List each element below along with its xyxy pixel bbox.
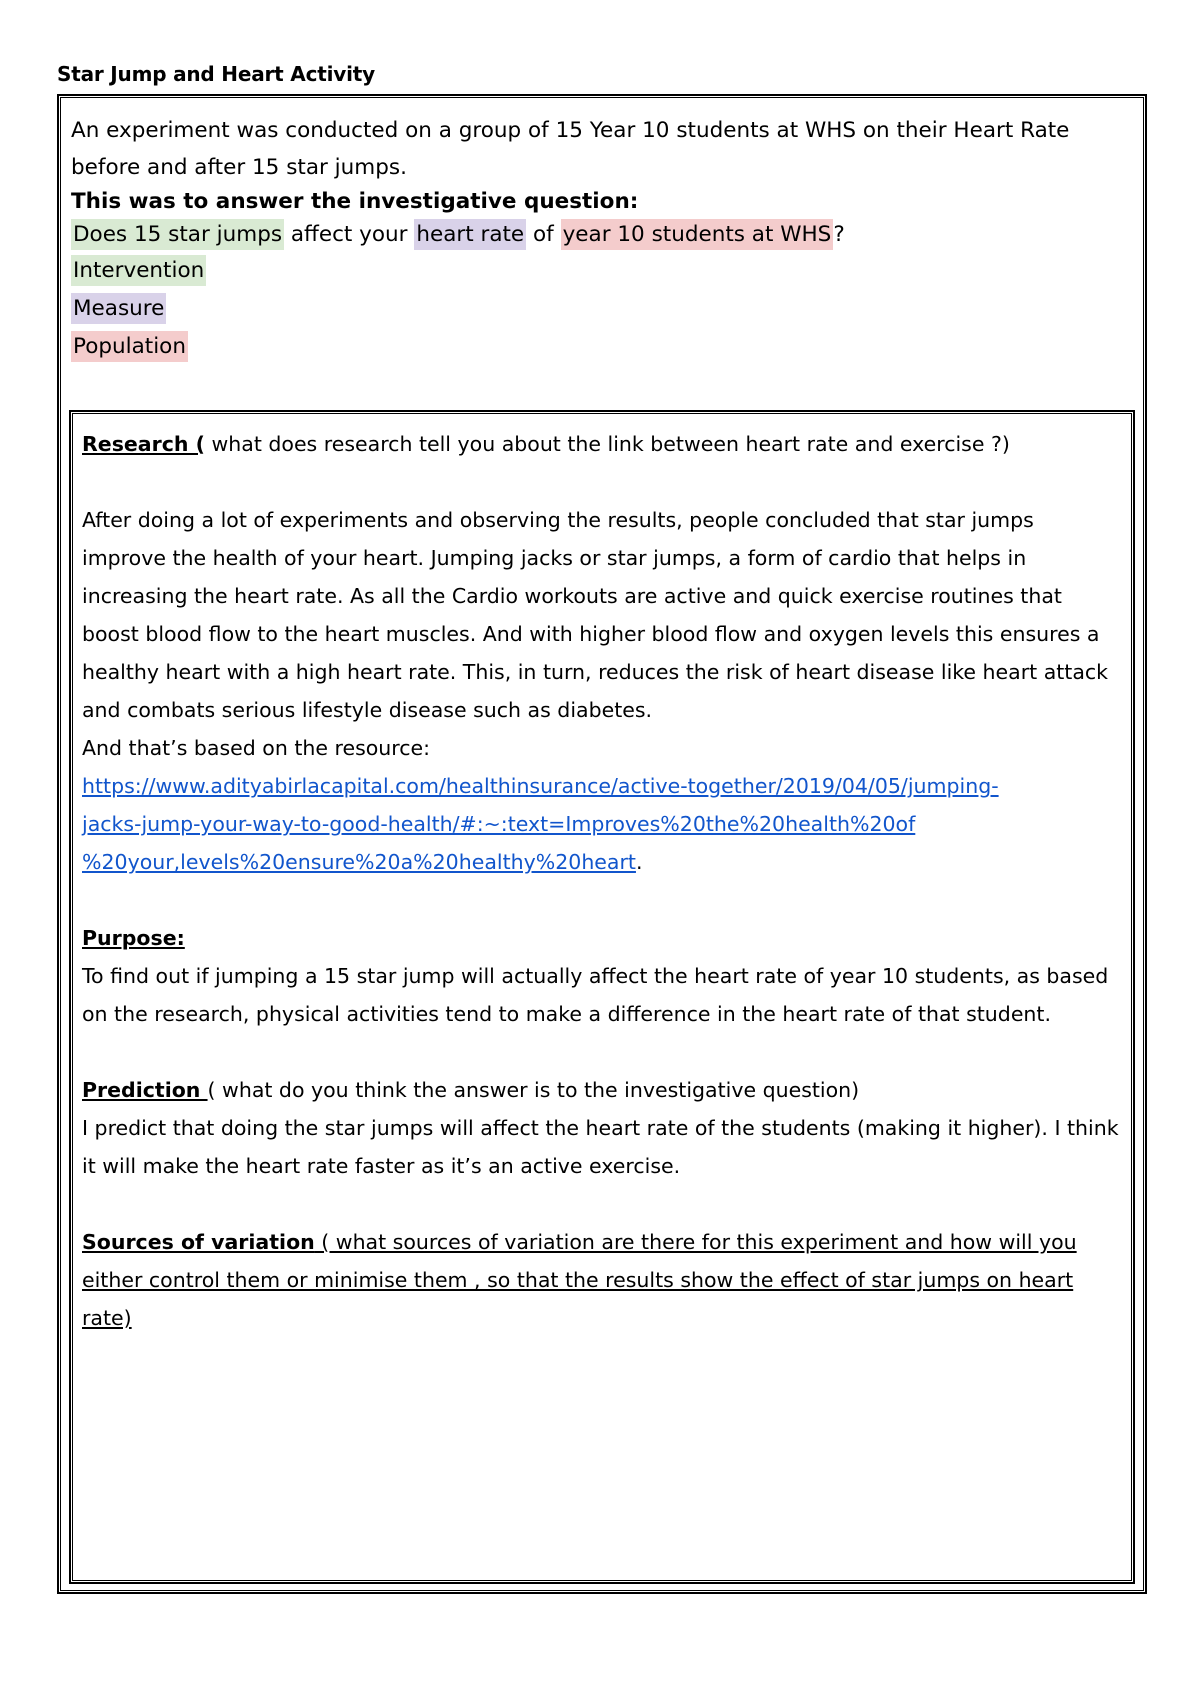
research-source-intro: And that’s based on the resource: [82, 736, 431, 760]
prediction-heading: Prediction [82, 1078, 208, 1102]
purpose-heading-line [82, 919, 1122, 957]
intro-section [71, 112, 1131, 366]
document-title: Star Jump and Heart Activity [57, 62, 375, 86]
worksheet-outer-box [57, 94, 1147, 1594]
legend-intervention-row [71, 252, 1131, 290]
legend-population: Population [71, 331, 188, 362]
intervention-highlight: Does 15 star jumps [71, 219, 284, 250]
variation-heading: Sources of variation [82, 1230, 315, 1254]
variation-heading-suffix: ( what sources of variation are there for this experiment and how will you either control them or minimise them , so that the results show the effect of star jumps on heart rate) [82, 1230, 1077, 1330]
purpose-body: To find out if jumping a 15 star jump will actually affect the heart rate of year 10 students, as based on the research, physical activities tend to make a difference in the heart rate of that student. [82, 964, 1109, 1026]
question-end: ? [833, 222, 845, 247]
prediction-heading-line [82, 1071, 1122, 1109]
research-link-line-1[interactable]: https://www.adityabirlacapital.com/healthinsurance/active-together/2019/04/05/jumping- [82, 774, 999, 798]
variation-heading-line [82, 1223, 1122, 1337]
prediction-heading-suffix: ( what do you think the answer is to the investigative question) [207, 1078, 860, 1102]
investigative-question-heading: This was to answer the investigative question: [71, 189, 639, 214]
intro-text: An experiment was conducted on a group of 15 Year 10 students at WHS on their Heart Rate before and after 15 star jumps. [71, 118, 1070, 180]
worksheet-inner-box [69, 410, 1135, 1584]
legend-measure-row [71, 290, 1131, 328]
research-link-block [82, 767, 1122, 881]
question-connector-2: of [526, 222, 561, 247]
question-connector-1: affect your [284, 222, 415, 247]
measure-highlight: heart rate [414, 219, 526, 250]
research-body: After doing a lot of experiments and observing the results, people concluded that star jumps improve the health of your heart. Jumping jacks or star jumps, a form of cardio that helps in increasing the heart rate. As all the Cardio workouts are active and quick exercise routines that boost blood flow to the heart muscles. And with higher blood flow and oxygen levels this ensures a healthy heart with a high heart rate. This, in turn, reduces the risk of heart disease like heart attack and combats serious lifestyle disease such as diabetes. [82, 508, 1109, 722]
research-link-line-3[interactable]: %20your,levels%20ensure%20a%20healthy%20heart [82, 850, 636, 874]
inner-content [82, 425, 1122, 1337]
legend-population-row [71, 328, 1131, 366]
legend-measure: Measure [71, 293, 166, 324]
research-link-line-2[interactable]: jacks-jump-your-way-to-good-health/#:~:text=Improves%20the%20health%20of [82, 812, 916, 836]
prediction-body: I predict that doing the star jumps will affect the heart rate of the students (making it higher). I think it will make the heart rate faster as it’s an active exercise. [82, 1116, 1119, 1178]
research-heading-line [82, 425, 1122, 463]
research-heading: Research ( [82, 432, 205, 456]
purpose-heading: Purpose: [82, 926, 185, 950]
research-heading-suffix: what does research tell you about the link between heart rate and exercise ?) [205, 432, 1010, 456]
investigative-question [71, 218, 1131, 252]
legend-intervention: Intervention [71, 255, 206, 286]
research-link-end: . [635, 850, 643, 874]
population-highlight: year 10 students at WHS [561, 219, 834, 250]
